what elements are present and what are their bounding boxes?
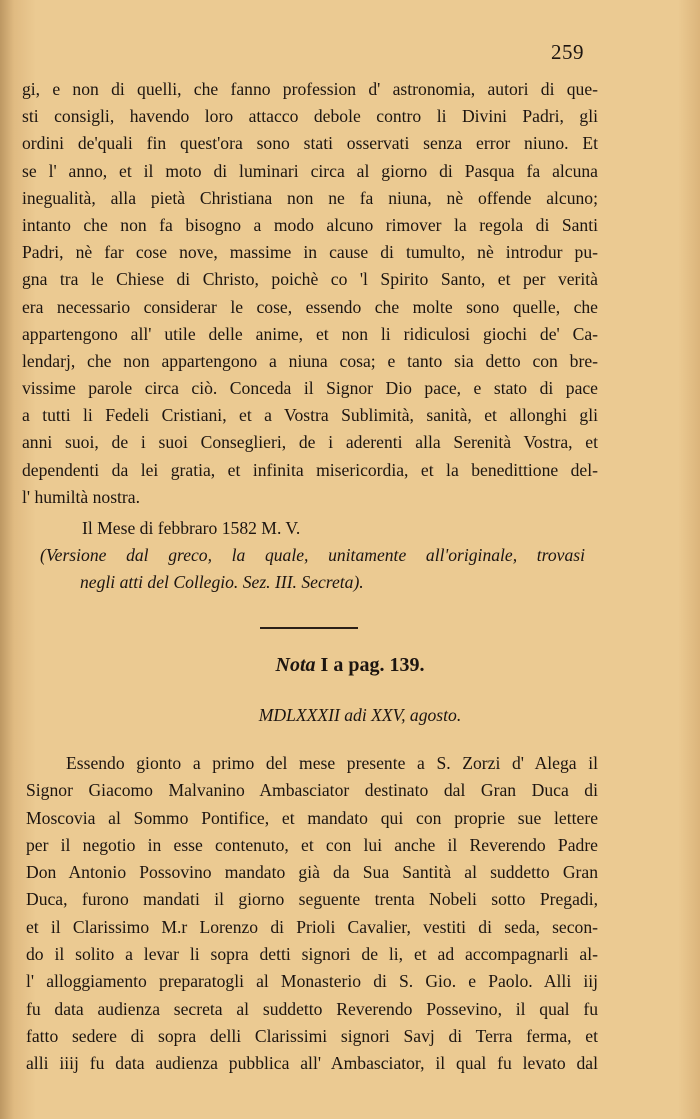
page-number: 259 (551, 40, 584, 64)
letter-text (22, 76, 598, 511)
text-line: Essendo gionto a primo del mese presente a S. Zorzi d' Alega il (66, 753, 598, 773)
text-line: intanto che non fa bisogno a modo alcuno rimover la regola di Santi (22, 214, 598, 235)
text-line: do il solito a levar li sopra detti signori de li, et ad accompagnarli al- (26, 944, 598, 965)
note-heading-ref: I a pag. 139. (320, 654, 425, 676)
text-line: Padri, nè far cose nove, massime in cause di tumulto, nè introdur pu- (22, 242, 598, 263)
section-divider (260, 627, 358, 629)
source-line: negli atti del Collegio. Sez. III. Secreta). (80, 572, 364, 593)
text-line: gi, e non di quelli, che fanno profession d' astronomia, autori di que- (22, 79, 598, 99)
text-line: ordini de'quali fin quest'ora sono stati osservati senza error niuno. Et (22, 133, 598, 154)
text-line: per il negotio in esse contenuto, et con lui anche il Reverendo Padre (26, 834, 598, 855)
text-line: Moscovia al Sommo Pontifice, et mandato qui con proprie sue lettere (26, 807, 598, 828)
note-text (26, 750, 598, 1078)
text-line: l' humiltà nostra. (22, 486, 141, 507)
text-line: gna tra le Chiese di Christo, poichè co 'l Spirito Santo, et per verità (22, 269, 598, 290)
text-line: a tutti li Fedeli Cristiani, et a Vostra Sublimità, sanità, et allonghi gli (22, 405, 598, 426)
note-heading-word: Nota (275, 654, 316, 676)
note-dateline: MDLXXXII adi XXV, agosto. (258, 705, 462, 725)
text-line: dependenti da lei gratia, et infinita misericordia, et la benedittione del- (22, 459, 598, 480)
text-line: l' alloggiamento preparatogli al Monasterio di S. Gio. e Paolo. Alli iij (26, 971, 598, 992)
note-heading (0, 650, 700, 680)
letter-date: Il Mese di febbraro 1582 M. V. (82, 518, 301, 538)
text-line: sti consigli, havendo loro attacco debole contro li Divini Padri, gli (22, 106, 598, 127)
text-line: appartengono all' utile delle anime, et non li ridiculosi giochi de' Ca- (22, 323, 598, 344)
source-note (40, 542, 585, 596)
source-line: (Versione dal greco, la quale, unitamente all'originale, trovasi (40, 545, 585, 565)
text-line: fatto sedere di sopra delli Clarissimi signori Savj di Terra ferma, et (26, 1025, 598, 1046)
text-line: Don Antonio Possovino mandato già da Sua Santità al suddetto Gran (26, 862, 598, 883)
text-line: Duca, furono mandati il giorno seguente trenta Nobeli sotto Pregadi, (26, 889, 598, 910)
text-line: Signor Giacomo Malvanino Ambasciator destinato dal Gran Duca di (26, 780, 598, 801)
text-line: vissime parole circa ciò. Conceda il Signor Dio pace, e stato di pace (22, 378, 598, 399)
text-line: se l' anno, et il moto di luminari circa al giorno di Pasqua fa alcuna (22, 160, 598, 181)
text-line: era necessario considerar le cose, essendo che molte sono quelle, che (22, 296, 598, 317)
text-line: alli iiij fu data audienza pubblica all' Ambasciator, il qual fu levato dal (26, 1053, 598, 1074)
text-line: inegualità, alla pietà Christiana non ne fa niuna, nè offende alcuno; (22, 187, 598, 208)
text-line: anni suoi, de i suoi Conseglieri, de i aderenti alla Serenità Vostra, et (22, 432, 598, 453)
text-line: et il Clarissimo M.r Lorenzo di Prioli Cavalier, vestiti di seda, secon- (26, 916, 598, 937)
text-line: lendarj, che non appartengono a niuna cosa; e tanto sia detto con bre- (22, 350, 598, 371)
text-line: fu data audienza secreta al suddetto Reverendo Possevino, il qual fu (26, 998, 598, 1019)
